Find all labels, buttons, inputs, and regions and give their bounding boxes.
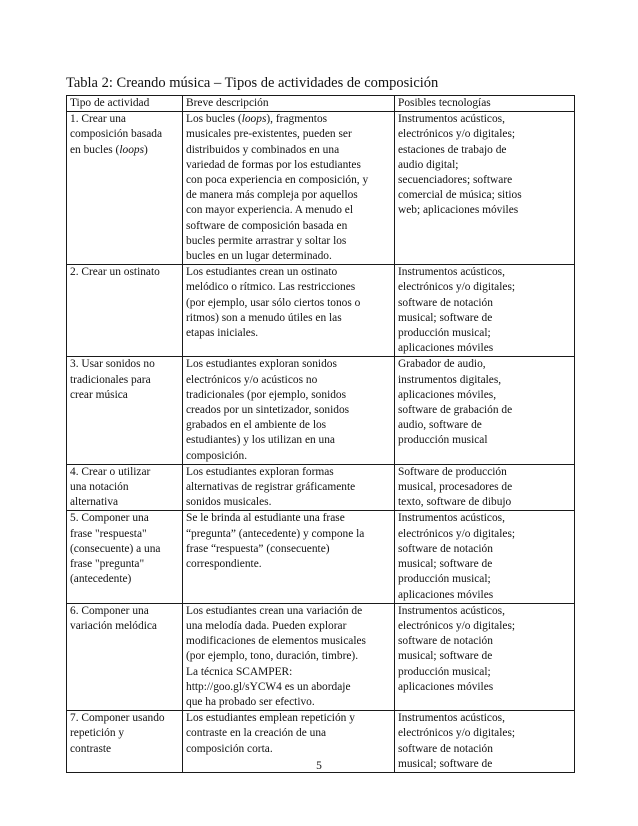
page-number: 5 bbox=[316, 760, 322, 772]
description-cell: Los estudiantes crean un ostinato melódico o rítmico. Las restricciones (por ejemplo, usar sólo ciertos tonos o ritmos) son a menudo útiles en las etapas iniciales. bbox=[183, 265, 395, 357]
activity-type-cell: 7. Componer usando repetición y contraste bbox=[67, 711, 183, 773]
description-cell: Los estudiantes exploran formas alternativas de registrar gráficamente sonidos musicales. bbox=[183, 464, 395, 511]
activity-type-cell: 2. Crear un ostinato bbox=[67, 265, 183, 357]
table-row bbox=[67, 112, 575, 265]
composition-activities-table bbox=[66, 95, 575, 773]
table-row bbox=[67, 603, 575, 710]
table-row bbox=[67, 265, 575, 357]
technologies-cell: Instrumentos acústicos, electrónicos y/o digitales; software de notación musical; software de producción musical; aplicaciones móviles bbox=[395, 265, 575, 357]
activity-type-cell: 3. Usar sonidos no tradicionales para crear música bbox=[67, 357, 183, 464]
description-cell: Se le brinda al estudiante una frase “pregunta” (antecedente) y compone la frase “respuesta” (consecuente) correspondiente. bbox=[183, 511, 395, 603]
technologies-cell: Instrumentos acústicos, electrónicos y/o digitales; software de notación musical; software de bbox=[395, 711, 575, 773]
technologies-cell: Grabador de audio, instrumentos digitales, aplicaciones móviles, software de grabación de audio, software de producción musical bbox=[395, 357, 575, 464]
header-activity-type: Tipo de actividad bbox=[67, 96, 183, 112]
technologies-cell: Instrumentos acústicos, electrónicos y/o digitales; estaciones de trabajo de audio digital; secuenciadores; software comercial de música; sitios web; aplicaciones móviles bbox=[395, 112, 575, 265]
header-technologies: Posibles tecnologías bbox=[395, 96, 575, 112]
table-caption: Tabla 2: Creando música – Tipos de actividades de composición bbox=[66, 75, 439, 91]
activity-type-cell: 4. Crear o utilizar una notación alternativa bbox=[67, 464, 183, 511]
description-cell: Los estudiantes crean una variación de una melodía dada. Pueden explorar modificaciones de elementos musicales (por ejemplo, tono, duración, timbre). La técnica SCAMPER: http://goo.gl/sYCW4 es un abordaje que ha probado ser efectivo. bbox=[183, 603, 395, 710]
table-row bbox=[67, 464, 575, 511]
header-description: Breve descripción bbox=[183, 96, 395, 112]
activity-type-cell: 5. Componer una frase "respuesta" (consecuente) a una frase "pregunta" (antecedente) bbox=[67, 511, 183, 603]
activity-type-cell: 6. Componer una variación melódica bbox=[67, 603, 183, 710]
table-row bbox=[67, 357, 575, 464]
activity-type-cell: 1. Crear una composición basada en bucles (loops) bbox=[67, 112, 183, 265]
technologies-cell: Instrumentos acústicos, electrónicos y/o digitales; software de notación musical; software de producción musical; aplicaciones móviles bbox=[395, 603, 575, 710]
technologies-cell: Instrumentos acústicos, electrónicos y/o digitales; software de notación musical; software de producción musical; aplicaciones móviles bbox=[395, 511, 575, 603]
description-cell: Los estudiantes emplean repetición y contraste en la creación de una composición corta. bbox=[183, 711, 395, 773]
technologies-cell: Software de producción musical, procesadores de texto, software de dibujo bbox=[395, 464, 575, 511]
description-cell: Los bucles (loops), fragmentos musicales pre-existentes, pueden ser distribuidos y combinados en una variedad de formas por los estudiantes con poca experiencia en composición, y de manera más compleja por aquellos con mayor experiencia. A menudo el software de composición basada en bucles permite arrastrar y soltar los bucles en un lugar determinado. bbox=[183, 112, 395, 265]
description-cell: Los estudiantes exploran sonidos electrónicos y/o acústicos no tradicionales (por ejemplo, sonidos creados por un sintetizador, sonidos grabados en el ambiente de los estudiantes) y los utilizan en una composición. bbox=[183, 357, 395, 464]
table-row bbox=[67, 511, 575, 603]
table-header-row bbox=[67, 96, 575, 112]
